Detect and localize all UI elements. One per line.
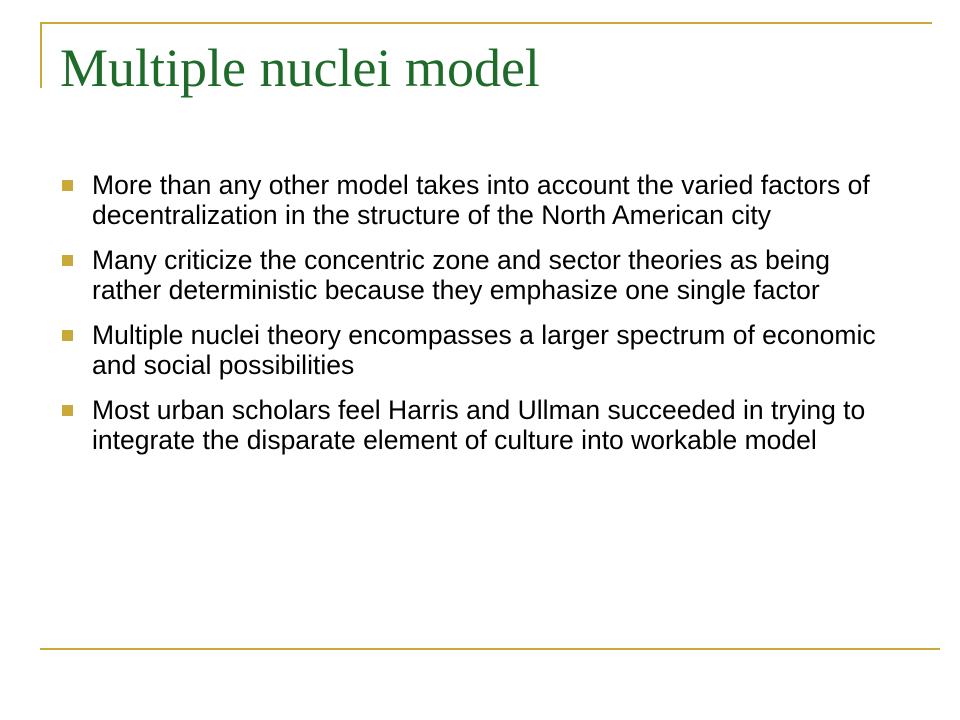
bottom-divider	[40, 648, 940, 650]
bullet-item	[62, 245, 902, 305]
bullet-text: Multiple nuclei theory encompasses a larger spectrum of economic and social possibilities	[92, 320, 876, 380]
top-divider	[40, 22, 932, 24]
slide-title: Multiple nuclei model	[60, 38, 540, 98]
bullet-list	[62, 170, 902, 470]
square-bullet-icon	[62, 330, 73, 341]
bullet-item	[62, 395, 902, 455]
bullet-text: Most urban scholars feel Harris and Ullman succeeded in trying to integrate the disparate element of culture into workable model	[92, 395, 866, 455]
bullet-text: More than any other model takes into account the varied factors of decentralization in the structure of the North American city	[92, 170, 870, 230]
square-bullet-icon	[62, 405, 73, 416]
bullet-text: Many criticize the concentric zone and sector theories as being rather deterministic because they emphasize one single factor	[92, 245, 830, 305]
title-side-divider	[40, 22, 42, 88]
square-bullet-icon	[62, 255, 73, 266]
bullet-item	[62, 320, 902, 380]
square-bullet-icon	[62, 180, 73, 191]
bullet-item	[62, 170, 902, 230]
